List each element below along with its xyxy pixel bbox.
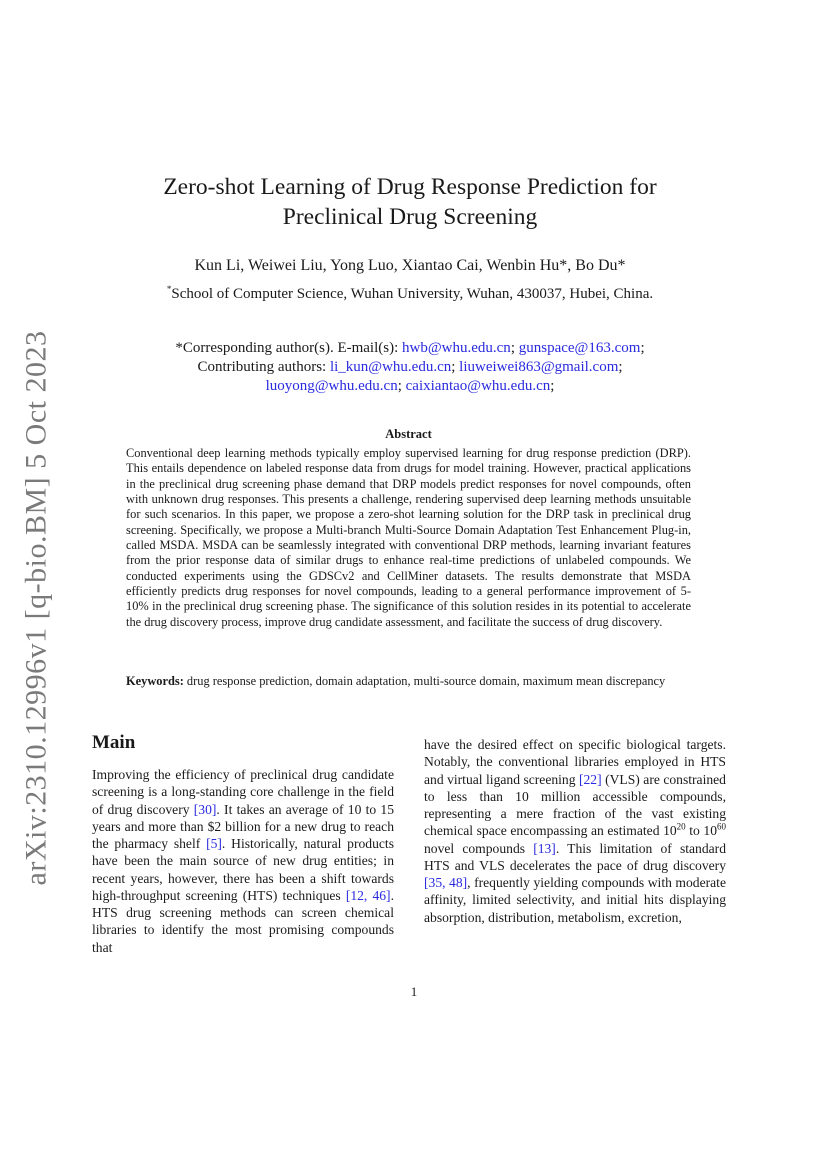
body-text: Improving the efficiency of preclinical drug candidate screening is a long-standing core challenge in the field of drug discovery [92, 767, 394, 817]
author-list: Kun Li, Weiwei Liu, Yong Luo, Xiantao Cai, Wenbin Hu*, Bo Du* [194, 257, 626, 274]
citation-link[interactable]: [12, 46] [345, 887, 391, 903]
superscript-exponent: 60 [717, 821, 726, 832]
paper-title-line-1: Zero-shot Learning of Drug Response Prediction for [163, 174, 657, 200]
contributing-email-link[interactable]: caixiantao@whu.edu.cn [405, 378, 551, 394]
body-text: . Historically, natural products have been the main source of new drug entities; in recent years, however, there has been a shift towards high-throughput screening (HTS) techniques [92, 836, 394, 903]
corresponding-label: *Corresponding author(s). E-mail(s): [175, 340, 403, 356]
affiliation-marker: * [166, 284, 172, 294]
body-text: . This limitation of standard HTS and VLS decelerates the pace of drug discovery [424, 840, 726, 873]
body-column-left [92, 766, 394, 956]
contact-block [90, 339, 730, 396]
corresponding-email-link[interactable]: gunspace@163.com [518, 340, 641, 356]
body-text: novel compounds [424, 840, 534, 856]
citation-link[interactable]: [5] [206, 836, 222, 851]
page-number: 1 [410, 984, 418, 999]
citation-link[interactable]: [30] [193, 801, 217, 817]
contributing-label: Contributing authors: [197, 359, 330, 375]
citation-link[interactable]: [22] [578, 771, 602, 787]
citation-link[interactable]: [35, 48] [424, 875, 468, 890]
body-text: . It takes an average of 10 to 15 years and more than $2 billion for a new drug to reach the pharmacy shelf [92, 801, 394, 851]
contributing-email-link[interactable]: li_kun@whu.edu.cn [329, 359, 452, 375]
arxiv-identifier-text: arXiv:2310.12996v1 [q-bio.BM] 5 Oct 2023 [19, 330, 53, 886]
affiliation [90, 286, 730, 303]
body-text: have the desired effect on specific biological targets. Notably, the conventional libraries employed in HTS and virtual ligand screening [424, 737, 726, 787]
keywords-text: drug response prediction, domain adaptation, multi-source domain, maximum mean discrepancy [183, 674, 666, 688]
body-column-right [424, 736, 726, 926]
contributing-email-link[interactable]: liuweiwei863@gmail.com [459, 359, 619, 375]
paper-title-line-2: Preclinical Drug Screening [282, 204, 538, 230]
body-text: (VLS) are constrained to less than 10 million accessible compounds, representing a mere fraction of the vast existing chemical space encompassing an estimated 10 [424, 771, 726, 839]
contributing-line-continued: luoyong@whu.edu.cn; caixiantao@whu.edu.cn; [265, 378, 555, 394]
contributing-email-link[interactable]: luoyong@whu.edu.cn [265, 378, 398, 394]
contributing-line: Contributing authors: li_kun@whu.edu.cn; liuweiwei863@gmail.com; [197, 359, 623, 375]
body-text: to 10 [685, 823, 717, 839]
abstract-body: Conventional deep learning methods typically employ supervised learning for drug response prediction (DRP). This entails dependence on labeled response data from drugs for model training. However, practical applications in the preclinical drug screening phase demand that DRP models predict responses for novel compounds, often with unknown drug responses. This presents a challenge, rendering supervised deep learning methods unsuitable for such scenarios. In this paper, we propose a zero-shot learning solution for the DRP task in preclinical drug screening. Specifically, we propose a Multi-branch Multi-Source Domain Adaptation Test Enhancement Plug-in, called MSDA. MSDA can be seamlessly integrated with conventional DRP methods, learning invariant features from the prior response data of similar drugs to enhance real-time predictions of unlabeled compounds. We conducted experiments using the GDSCv2 and CellMiner datasets. The results demonstrate that MSDA efficiently predicts drug responses for novel compounds, leading to a general performance improvement of 5-10% in the preclinical drug screening phase. The significance of this solution resides in its potential to accelerate the drug discovery process, improve drug candidate assessment, and facilitate the success of drug discovery. [126, 446, 691, 629]
paper-title [90, 172, 730, 232]
citation-link[interactable]: [13] [533, 840, 556, 856]
keywords-line [126, 674, 706, 689]
superscript-exponent: 20 [676, 821, 686, 832]
section-heading-main: Main [92, 732, 136, 753]
body-text: . HTS drug screening methods can screen chemical libraries to identify the most promising compounds that [92, 887, 394, 955]
arxiv-identifier-stamp [12, 330, 60, 886]
corresponding-line: *Corresponding author(s). E-mail(s): hwb@whu.edu.cn; gunspace@163.com; [175, 340, 645, 356]
keywords-label: Keywords: [126, 674, 184, 688]
body-text: , frequently yielding compounds with moderate affinity, limited selectivity, and initial hits displaying absorption, distribution, metabolism, excretion, [424, 875, 726, 925]
affiliation-text: School of Computer Science, Wuhan University, Wuhan, 430037, Hubei, China. [171, 286, 654, 302]
abstract-heading: Abstract [385, 427, 432, 441]
corresponding-email-link[interactable]: hwb@whu.edu.cn [402, 340, 511, 356]
